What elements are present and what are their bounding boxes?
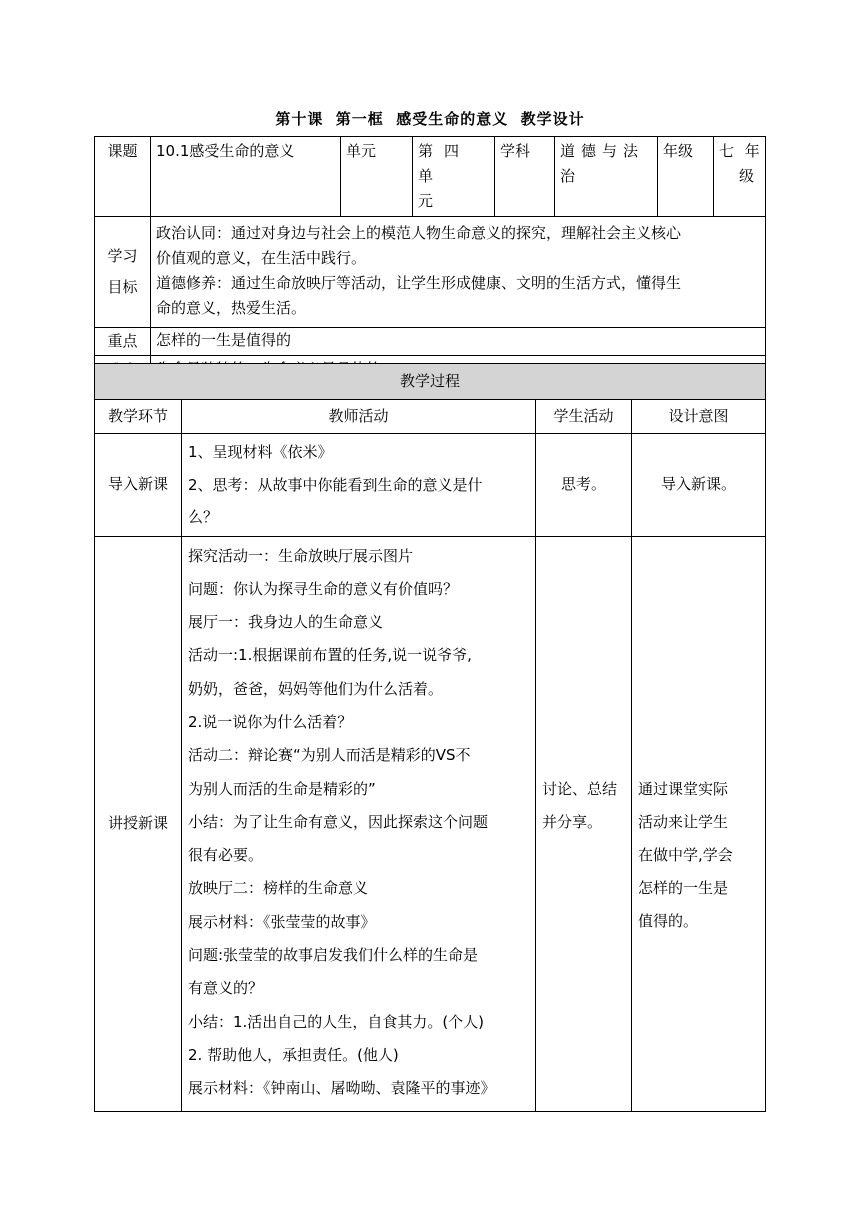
teacher-line: 展厅一：我身边人的生命意义 xyxy=(188,613,384,632)
intro-teacher xyxy=(182,434,536,537)
process-table xyxy=(94,363,766,1112)
unit-value xyxy=(413,137,495,217)
unit-value-line2: 元 xyxy=(418,192,434,210)
teacher-line: 放映厅二：榜样的生命意义 xyxy=(188,879,369,898)
teacher-line: 小结：为了让生命有意义，因此探索这个问题 xyxy=(188,812,489,831)
intro-row xyxy=(95,434,766,537)
subject-value xyxy=(555,137,658,217)
col-intent: 设计意图 xyxy=(632,400,766,434)
teacher-line: 问题:张莹莹的故事启发我们什么样的生命是 xyxy=(188,946,479,965)
intent-line: 通过课堂实际 xyxy=(638,779,729,798)
column-header-row xyxy=(95,400,766,434)
key-row xyxy=(95,328,766,356)
col-stage: 教学环节 xyxy=(95,400,182,434)
intro-intent: 导入新课。 xyxy=(632,434,766,537)
intro-student: 思考。 xyxy=(536,434,632,537)
teacher-line: 奶奶，爸爸，妈妈等他们为什么活着。 xyxy=(188,679,444,698)
grade-value-line2: 级 xyxy=(739,167,755,185)
teacher-line: 为别人而活的生命是精彩的” xyxy=(188,779,376,798)
goals-line: 价值观的意义，在生活中践行。 xyxy=(156,249,367,267)
intent-line: 怎样的一生是 xyxy=(638,878,729,897)
teacher-line: 探究活动一：生命放映厅展示图片 xyxy=(188,546,414,565)
col-teacher: 教师活动 xyxy=(182,400,536,434)
topic-label: 课题 xyxy=(95,137,151,217)
grade-value xyxy=(714,137,766,217)
teacher-line: 活动二：辩论赛“为别人而活是精彩的VS不 xyxy=(188,746,471,765)
goals-label-line1: 学习 xyxy=(107,247,138,265)
lecture-intent xyxy=(632,536,766,1111)
intent-line: 在做中学,学会 xyxy=(638,845,733,864)
student-line: 并分享。 xyxy=(542,812,603,831)
subject-value-line1: 道德与法 xyxy=(560,142,645,160)
goals-label-line2: 目标 xyxy=(107,278,138,296)
goals-content xyxy=(151,217,766,328)
key-value: 怎样的一生是值得的 xyxy=(151,328,766,356)
teacher-line: 2.说一说你为什么活着？ xyxy=(188,712,353,731)
process-header: 教学过程 xyxy=(95,364,766,400)
info-row xyxy=(95,137,766,217)
teacher-line: 2. 帮助他人，承担责任。(他人) xyxy=(188,1045,399,1064)
teacher-line: 小结：1.活出自己的人生，自食其力。(个人) xyxy=(188,1012,485,1031)
grade-value-line1: 七 年 xyxy=(719,142,763,160)
goals-row xyxy=(95,217,766,328)
teacher-line: 展示材料：《钟南山、屠呦呦、袁隆平的事迹》 xyxy=(188,1079,496,1098)
col-student: 学生活动 xyxy=(536,400,632,434)
teacher-line: 活动一:1.根据课前布置的任务,说一说爷爷, xyxy=(188,646,472,665)
teacher-line: 很有必要。 xyxy=(188,846,264,865)
subject-value-line2: 治 xyxy=(560,167,576,185)
topic-value: 10.1感受生命的意义 xyxy=(151,137,341,217)
intent-line: 活动来让学生 xyxy=(638,812,729,831)
unit-value-line1: 第四单 xyxy=(418,142,471,185)
goals-line: 命的意义，热爱生活。 xyxy=(156,299,307,317)
teacher-line: 展示材料：《张莹莹的故事》 xyxy=(188,912,376,931)
goals-line: 道德修养：通过生命放映厅等活动，让学生形成健康、文明的生活方式，懂得生 xyxy=(156,274,682,292)
info-table xyxy=(94,136,766,386)
lecture-row xyxy=(95,536,766,1111)
teacher-line: 2、思考：从故事中你能看到生命的意义是什 xyxy=(188,475,483,494)
grade-label: 年级 xyxy=(658,137,714,217)
teacher-line: 有意义的？ xyxy=(188,979,264,998)
lecture-student xyxy=(536,536,632,1111)
key-label: 重点 xyxy=(95,328,151,356)
lecture-teacher xyxy=(182,536,536,1111)
process-header-row xyxy=(95,364,766,400)
lecture-stage: 讲授新课 xyxy=(95,536,182,1111)
student-line: 讨论、总结 xyxy=(542,779,618,798)
goals-line: 政治认同：通过对身边与社会上的模范人物生命意义的探究，理解社会主义核心 xyxy=(156,224,682,242)
teacher-line: 1、呈现材料《依米》 xyxy=(188,443,333,461)
intent-line: 值得的。 xyxy=(638,911,699,930)
goals-label xyxy=(95,217,151,328)
page-title: 第十课 第一框 感受生命的意义 教学设计 xyxy=(275,110,585,128)
intro-stage: 导入新课 xyxy=(95,434,182,537)
unit-label: 单元 xyxy=(341,137,413,217)
teacher-line: 么？ xyxy=(188,508,219,526)
subject-label: 学科 xyxy=(495,137,555,217)
teacher-line: 问题：你认为探寻生命的意义有价值吗？ xyxy=(188,579,459,598)
